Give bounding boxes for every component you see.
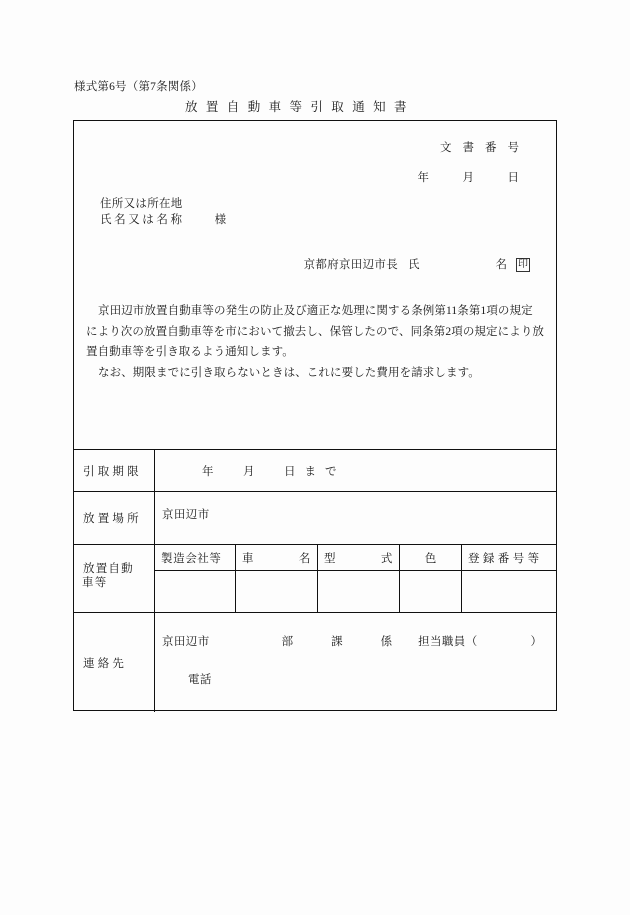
- vehicle-table-cell: [155, 545, 556, 612]
- column-header-vehicle-name: 車 名: [236, 545, 318, 570]
- form-code: 様式第6号（第7条関係）: [74, 81, 203, 93]
- addressee-name-label: 氏名又は名称: [100, 214, 185, 226]
- column-header-color: 色: [400, 545, 462, 570]
- cell-color[interactable]: [400, 571, 462, 612]
- contact-value-cell[interactable]: [155, 613, 556, 712]
- issuer-office: 京都府京田辺市長: [303, 259, 398, 271]
- contact-label-cell: [74, 613, 155, 712]
- issuer-givenname-label: 名: [495, 259, 507, 271]
- vehicle-label-cell: [74, 545, 155, 612]
- row-vehicle: [74, 544, 556, 612]
- form-upper-section: [74, 121, 556, 449]
- cell-model[interactable]: [318, 571, 400, 612]
- notice-form-box: [73, 120, 557, 711]
- issuer-block: [74, 256, 530, 272]
- vehicle-table-header-row: [155, 545, 556, 570]
- document-number-label: 文書番号: [440, 142, 530, 154]
- row-place: [74, 491, 556, 544]
- contact-section-label: 課: [331, 636, 343, 648]
- contact-division-label: 部: [281, 636, 294, 648]
- vehicle-table: [155, 545, 556, 612]
- deadline-value-cell[interactable]: [155, 450, 556, 491]
- place-label: 放置場所: [83, 513, 142, 525]
- document-title: 放置自動車等引取通知書: [185, 100, 415, 114]
- contact-subsection-label: 係: [380, 636, 393, 648]
- contact-label: 連絡先: [83, 657, 128, 670]
- place-value: 京田辺市: [162, 509, 210, 521]
- contact-phone-label: 電話: [188, 674, 212, 686]
- column-header-maker: 製造会社等: [155, 545, 236, 570]
- column-header-model: 型 式: [318, 545, 400, 570]
- addressee-block: [100, 196, 226, 228]
- contact-city: 京田辺市: [162, 636, 210, 648]
- body-text: [86, 301, 544, 383]
- contact-staff-label: 担当職員（: [418, 636, 478, 648]
- deadline-label-cell: [74, 450, 155, 491]
- body-paragraph-2: なお、期限までに引き取らないときは、これに要した費用を請求します。: [98, 366, 480, 379]
- contact-office-line: [162, 633, 542, 649]
- document-date-label: 年 月 日: [417, 172, 530, 184]
- addressee-honorific: 様: [214, 214, 227, 226]
- place-label-cell: [74, 492, 155, 544]
- issuer-surname-label: 氏: [408, 259, 420, 271]
- vehicle-label: 放置自動車等: [82, 563, 134, 589]
- cell-vehicle-name[interactable]: [236, 571, 318, 612]
- place-value-cell[interactable]: [155, 492, 556, 544]
- contact-staff-paren-close: ）: [530, 636, 542, 648]
- cell-registration[interactable]: [462, 571, 556, 612]
- cell-maker[interactable]: [155, 571, 236, 612]
- deadline-label: 引取期限: [83, 465, 142, 478]
- deadline-value: 年 月 日まで: [202, 466, 346, 478]
- addressee-address-label: 住所又は所在地: [100, 198, 183, 210]
- row-contact: [74, 612, 556, 712]
- vehicle-table-value-row: [155, 570, 556, 612]
- column-header-registration: 登録番号等: [468, 552, 543, 565]
- seal-icon: 印: [518, 259, 528, 270]
- row-deadline: [74, 449, 556, 491]
- body-paragraph-1: 京田辺市放置自動車等の発生の防止及び適正な処理に関する条例第11条第1項の規定により次の放置自動車等を市において撤去し、保管したので、同条第2項の規定により放置自動車等を引き取るよう通知します。: [86, 305, 545, 358]
